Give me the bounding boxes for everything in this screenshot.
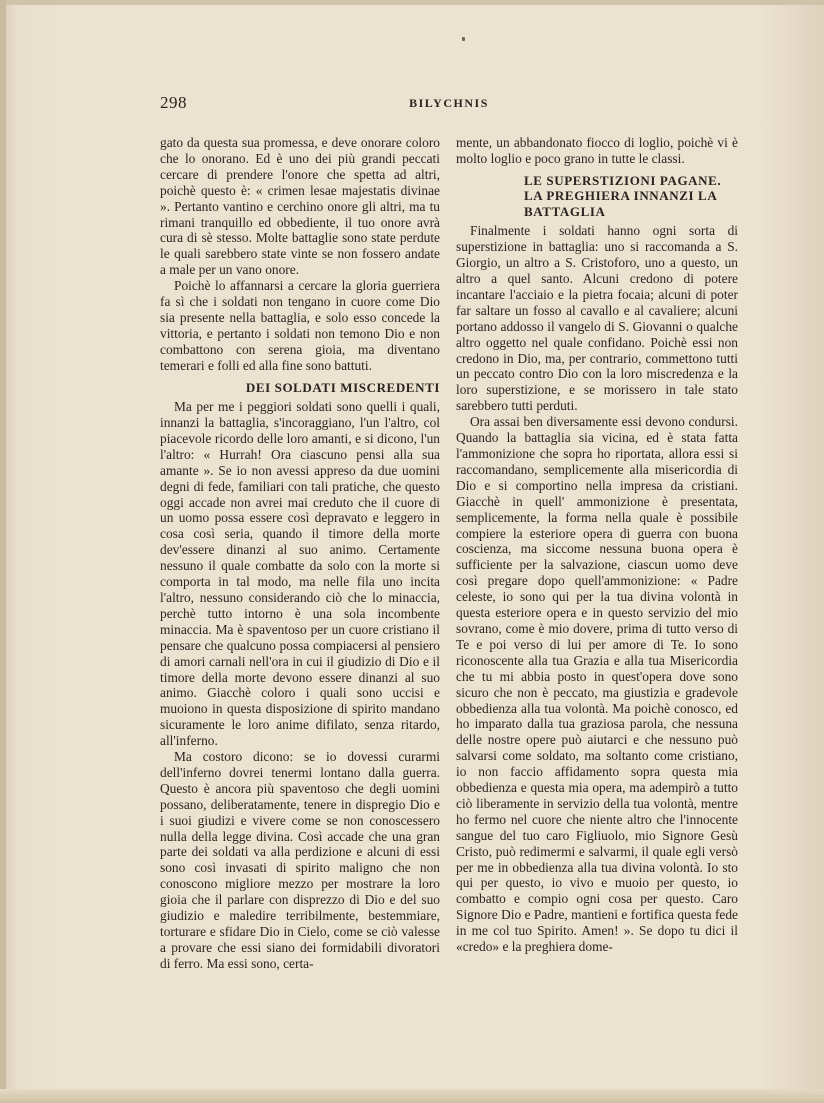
paragraph: Poichè lo affannarsi a cercare la gloria guerriera fa sì che i soldati non tengano in cuore come Dio sia presente nella battaglia, e solo esso concede la vittoria, e pertanto i soldati non temono Dio e non combattono con serena gioia, ma diventano temerari e folli ed alla fine sono battuti. (160, 278, 440, 373)
section-heading: DEI SOLDATI MISCREDENTI (245, 379, 440, 395)
running-head: BILYCHNIS (409, 96, 489, 110)
paper-speck (462, 37, 465, 41)
paragraph: gato da questa sua promessa, e deve onorare coloro che lo onorano. Ed è uno dei più grandi peccati cercare di prendere l'onore che spetta ad altri, poichè questo è: « crimen lesae majestatis divinae ». Pertanto vantino e cerchino onore gli altri, ma tu rimani tranquillo ed obbediente, il tuo onore avrà cura di sè stesso. Molte battaglie sono state perdute le quali sarebbero state vinte se non fossero andate a male per un vano onore. (160, 135, 440, 278)
page-header (160, 93, 738, 117)
page-binding-edge (0, 0, 6, 1103)
paragraph: Ma per me i peggiori soldati sono quelli i quali, innanzi la battaglia, s'incoraggiano, l'un l'altro, col piacevole ricordo delle loro amanti, e si dicono, l'un l'altro: « Hurrah! Ora ciascuno pensi alla sua amante ». Se io non avessi appreso da due uomini degni di fede, familiari con tali pratiche, che questo oggi accade non avrei mai creduto che il cuore di un uomo possa essere così depravato e leggero in cosa così seria, quando il timore della morte dev'essere dinanzi al suo animo. Certamente nessuno il quale combatte da solo con la morte si comporta in tal modo, ma nelle fila uno incita l'altro, nessuno considerando ciò che lo minaccia, perchè tutto intorno è una sola incombente minaccia. Ma è spaventoso per un cuore cristiano il pensare che qualcuno possa compiacersi al pensiero di amori carnali nell'ora in cui il giudizio di Dio e il timore della morte devono essere dinanzi al suo animo. Giacchè coloro i quali sono uccisi e muoiono in questa disposizione di spirito mandano sicuramente le loro anime difilato, senza ritardo, all'inferno. (160, 399, 440, 749)
paragraph: Finalmente i soldati hanno ogni sorta di superstizione in battaglia: uno si raccomanda a S. Giorgio, un altro a S. Cristoforo, uno a questo, un altro a quel santo. Alcuni credono di potere incantare l'acciaio e la pietra focaia; alcuni di poter far saltare un fosso al cavallo e al cavaliere; alcuni portano addosso il vangelo di S. Giovanni o qualche altro oggetto nel quale confidano. Poichè essi non credono in Dio, ma, per contrario, commettono tutti un peccato contro Dio con la loro miscredenza e la loro superstizione, e se morissero in tale stato sarebbero tutti perduti. (456, 223, 738, 414)
paragraph: mente, un abbandonato fiocco di loglio, poichè vi è molto loglio e poco grano in tutte le classi. (456, 135, 738, 166)
page-top-edge (0, 0, 824, 5)
paragraph: Ora assai ben diversamente essi devono condursi. Quando la battaglia sia vicina, ed è stata fatta l'ammonizione che sopra ho riportata, allora essi si raccomandano, semplicemente alla misericordia di Dio e si comportino nella impresa da cristiani. Giacchè in quell' ammonizione è presentata, semplicemente, la forma nella quale è possibile compiere la esteriore opera di guerra con buona coscienza, ma siccome nessuna buona opera è sufficiente per la salvazione, ciascun uomo deve così pregare dopo quell'ammonizione: « Padre celeste, io sono qui per la tua divina volontà in questa esteriore opera e in questo servizio del mio sovrano, come è mio dovere, prima di tutto verso di Te e poi verso di lui per amore di Te. Io sono riconoscente alla tua Grazia e alla tua Misericordia che tu mi abbia posto in quest'opera dove sono sicuro che non è peccato, ma giustizia e gradevole obbedienza alla tua volontà. Ma poichè conosco, ed ho imparato dalla tua graziosa parola, che nessuna delle nostre opere può aiutarci e che nessuno può salvarsi come soldato, ma soltanto come cristiano, io non faccio affidamento sopra questa mia obbedienza e questa mia opera, ma adempirò a tutto ciò liberamente in servizio della tua volontà, mentre ho fermo nel cuore che niente altro che l'innocente sangue del tuo caro Figliuolo, mio Signore Gesù Cristo, può redimermi e salvarmi, il quale egli versò per me in obbedienza alla tua divina volontà. Io sto qui per questo, io vivo e muoio per questo, io combatto e compio ogni cosa per questo. Caro Signore Dio e Padre, mantieni e fortifica questa fede in me col tuo Spirito. Amen! ». Se dopo tu dici il «credo» e la preghiera dome- (456, 414, 738, 955)
right-column (456, 135, 738, 955)
page-bottom-edge (0, 1089, 824, 1103)
page-number: 298 (160, 93, 187, 112)
section-heading: LE SUPERSTIZIONI PAGANE. LA PREGHIERA INNANZI LA BATTAGLIA (524, 172, 722, 219)
paragraph: Ma costoro dicono: se io dovessi curarmi dell'inferno dovrei tenermi lontano dalla guerra. Questo è ancora più spaventoso che degli uomini possano, deliberatamente, tenere in dispregio Dio e i suoi giudizi e vivere come se non conoscessero nulla della legge divina. Così accade che una gran parte dei soldati va alla perdizione e alcuni di essi sono così invasati di spirito maligno che non conoscono migliore mezzo per mostrare la loro gioia che il parlare con disprezzo di Dio e del suo giudizio e maledire terribilmente, bestemmiare, torturare e sfidare Dio in Cielo, come se ciò valesse a provare che essi siano dei formidabili divoratori di ferro. Ma essi sono, certa- (160, 749, 440, 971)
left-column (160, 135, 440, 972)
